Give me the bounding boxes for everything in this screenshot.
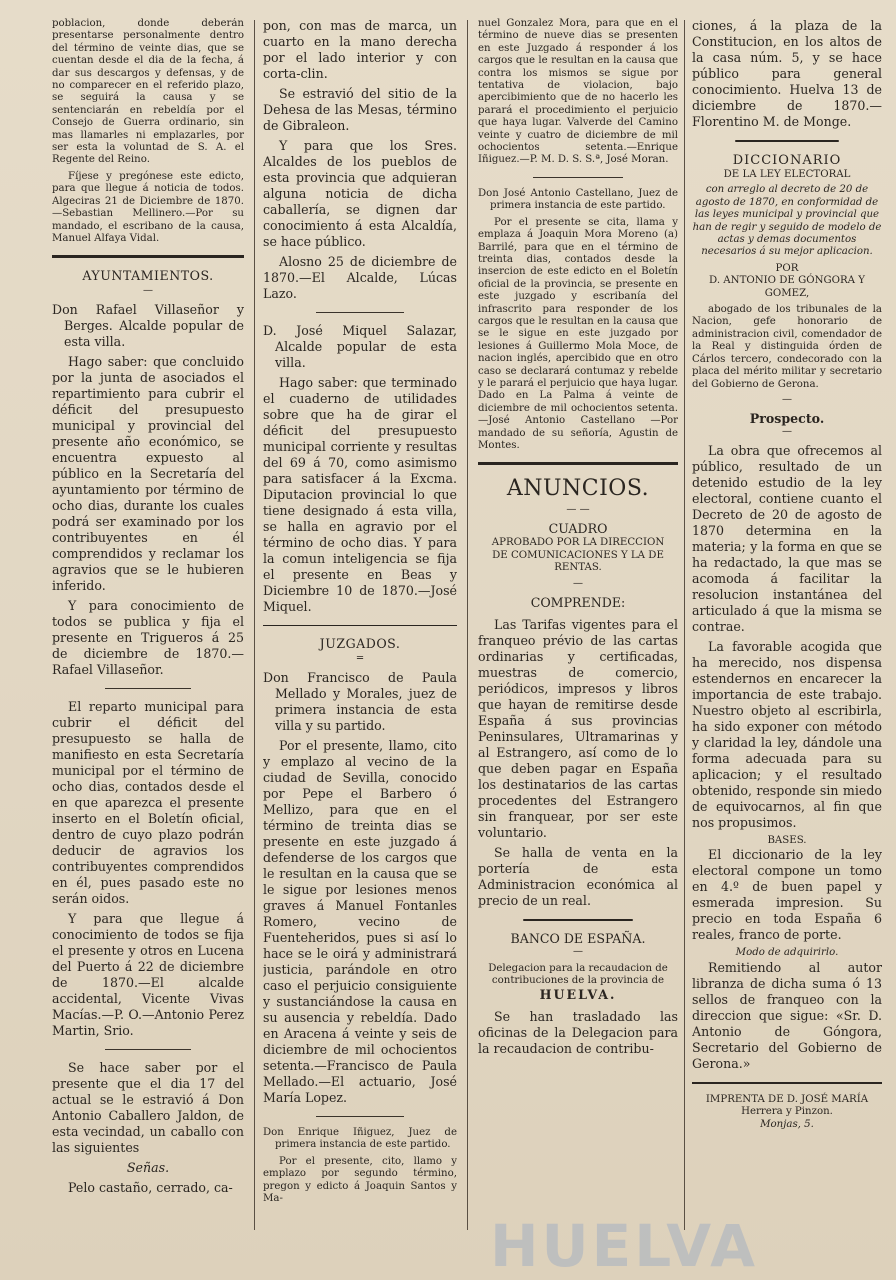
paragraph: Remitiendo al autor libranza de dicha suma ó 13 sellos de franqueo con la direccion que sigue: «Sr. D. Antonio de Góngora, Secretario del Gobierno de Gerona.» bbox=[692, 959, 882, 1071]
paragraph: Y para que llegue á conocimiento de todos se fija el presente y otros en Lucena del Puerto á 22 de diciembre de 1870.—El alcalde accidental, Vicente Vivas Macías.—P. O.—Antonio Perez Martin, Srio. bbox=[52, 911, 244, 1039]
column-4 bbox=[692, 18, 882, 1131]
notice-subheading: HUELVA. bbox=[539, 987, 617, 1003]
notice-subheading: DE COMUNICACIONES Y LA DE RENTAS. bbox=[492, 549, 664, 574]
divider-ornament: — — bbox=[566, 504, 590, 516]
paragraph: El diccionario de la ley electoral compone un tomo en 4.º de buen papel y esmerada impresion. Su precio en toda España 6 reales, franco de porte. bbox=[692, 847, 882, 943]
paragraph: Hago saber: que concluido por la junta de asociados el repartimiento para cubrir el déficit del presupuesto municipal y provincial del presente año económico, se encuentra expuesto al público en la Secretaría del ayuntamiento por término de ocho dias, durante los cuales podrá ser examinado por los contribuyentes en él comprendidos y reclamar los agravios que se le hubieren inferido. bbox=[52, 354, 244, 594]
paragraph: Las Tarifas vigentes para el franqueo prévio de las cartas ordinarias y certificadas, muestras de comercio, periódicos, impresos y libros que hayan de remitirse desde España á sus provincias Peninsulares, Ultramarinas y al Estrangero, así como de lo que deben pagar en España los destinatarios de las cartas procedentes del Estrangero sin franquear, por ser este voluntario. bbox=[478, 616, 678, 840]
notice-intro: Don Rafael Villaseñor y Berges. Alcalde popular de esta villa. bbox=[52, 302, 244, 350]
divider-ornament: — bbox=[573, 945, 583, 957]
paragraph: El reparto municipal para cubrir el déficit del presupuesto se halla de manifiesto en esta Secretaría municipal por el término de ocho dias, contados desde el en que aparezca el presente inserto en el Boletín oficial, dentro de cuyo plazo podrán deducir de agravios los contribuyentes comprendidos en él, pues pasado este no serán oidos. bbox=[52, 699, 244, 907]
paragraph: Se hace saber por el presente que el dia 17 del actual se le estravió á Don Antonio Caballero Jaldon, de esta vecindad, un caballo con las siguientes bbox=[52, 1060, 244, 1156]
section-heading: JUZGADOS. bbox=[319, 636, 401, 651]
paragraph: con arreglo al decreto de 20 de agosto de 1870, en conformidad de las leyes municipal y provincial que han de regir y seguido de modelo de actas y demas documentos necesarios á su mejor aplicacion. bbox=[692, 184, 882, 258]
paragraph: La favorable acogida que ha merecido, nos dispensa estendernos en encarecer la importancia de este trabajo. Nuestro objeto al escribirla, ha sido exponer con método y claridad la ley, dándole una forma adecuada para su aplicacion; y el resultado obtenido, responde sin miedo de equivocarnos, al fin que nos propusimos. bbox=[692, 638, 882, 830]
divider-ornament: ═ bbox=[356, 653, 364, 664]
watermark-text: HUELVA bbox=[490, 1212, 759, 1280]
divider bbox=[533, 177, 623, 178]
divider-ornament: — bbox=[782, 393, 792, 405]
paragraph: Fíjese y pregónese este edicto, para que llegue á noticia de todos. Algeciras 21 de Diciembre de 1870. —Sebastian Mellinero.—Por su mandado, el escribano de la causa, Manuel Alfaya Vidal. bbox=[52, 170, 244, 244]
paragraph: Se halla de venta en la portería de esta Administracion económica al precio de un real. bbox=[478, 844, 678, 908]
column-rule bbox=[684, 20, 685, 1230]
divider bbox=[105, 1049, 191, 1050]
notice-intro: Don José Antonio Castellano, Juez de primera instancia de este partido. bbox=[478, 187, 678, 212]
notice-subheading: DE LA LEY ELECTORAL bbox=[723, 169, 851, 180]
column-rule bbox=[254, 20, 255, 1230]
section-divider bbox=[692, 1082, 882, 1084]
paragraph: Alosno 25 de diciembre de 1870.—El Alcalde, Lúcas Lazo. bbox=[263, 254, 457, 301]
paragraph: Por el presente, llamo, cito y emplazo al vecino de la ciudad de Sevilla, conocido por Pepe el Barbero ó Mellizo, para que en el término de treinta dias se presente en este juzgado á defenderse de los cargos que le resultan en la causa que se le sigue por lesiones menos graves á Manuel Fontanles Romero, vecino de Fuenteheridos, pues si así lo hace se le oirá y administrará justicia, parándole en otro caso el perjuicio consiguiente y sustanciándose la causa en su ausencia y rebeldía. Dado en Aracena á veinte y seis de diciembre de mil ochocientos setenta.—Francisco de Paula Mellado.—El actuario, José María Lopez. bbox=[263, 738, 457, 1105]
paragraph: Por el presente se cita, llama y emplaza á Joaquin Mora Moreno (a) Barrilé, para que en el término de treinta dias, contados desde la insercion de este edicto en el Boletín oficial de la provincia, se presente en este juzgado y escribanía del infrascrito para responder de los cargos que le resultan en la causa que se le sigue en este juzgado por lesiones á Guillermo Mola Moce, de nacion inglés, apercibido que en otro caso se declarará contumaz y rebelde y le parará el perjuicio que haya lugar. Dado en La Palma á veinte de diciembre de mil ochocientos setenta.—José Antonio Castellano —Por mandado de su señoría, Agustin de Montes. bbox=[478, 216, 678, 451]
notice-heading: Prospecto. bbox=[749, 410, 825, 426]
column-3 bbox=[478, 18, 678, 1061]
column-1 bbox=[52, 18, 244, 1200]
label: POR bbox=[775, 262, 799, 274]
notice-subheading: Delegacion para la recaudacion de contribuciones de la provincia de bbox=[488, 962, 668, 987]
paragraph: Se estravió del sitio de la Dehesa de las Mesas, término de Gibraleon. bbox=[263, 86, 457, 133]
paragraph: Y para que los Sres. Alcaldes de los pueblos de esta provincia que adquieran alguna noticia de dicha caballería, se dignen dar conocimiento á esta Alcaldía, se hace público. bbox=[263, 138, 457, 249]
paragraph: poblacion, donde deberán presentarse personalmente dentro del término de veinte dias, que se cuentan desde el dia de la fecha, á dar sus descargos y defensas, y de no comparecer en el referido plazo, se seguirá la causa y se sentenciarán en rebeldía por el Consejo de Guerra ordinario, sin mas llamarles ni emplazarles, por ser esta la voluntad de S. A. el Regente del Reino. bbox=[52, 18, 244, 166]
column-2 bbox=[263, 18, 457, 1209]
paragraph: Pelo castaño, cerrado, ca- bbox=[68, 1180, 233, 1196]
paragraph: pon, con mas de marca, un cuarto en la mano derecha por el lado interior y con corta-clin. bbox=[263, 18, 457, 81]
notice-intro: Don Francisco de Paula Mellado y Morales, juez de primera instancia de esta villa y su partido. bbox=[263, 670, 457, 733]
divider bbox=[316, 312, 403, 313]
paragraph: Hago saber: que terminado el cuaderno de utilidades sobre que ha de girar el déficit del presupuesto municipal corriente y resultas del 69 á 70, como asimismo para satisfacer á la Excma. Diputacion provincial lo que tiene designado á esta villa, se halla en agravio por el término de ocho dias. Y para la comun inteligencia se fija el presente en Beas y Diciembre 10 de 1870.—José Miquel. bbox=[263, 375, 457, 614]
paragraph: Y para conocimiento de todos se publica y fija el presente en Trigueros á 25 de diciembre de 1870.—Rafael Villaseñor. bbox=[52, 598, 244, 678]
divider bbox=[523, 919, 633, 921]
section-divider bbox=[478, 462, 678, 465]
paragraph: Se han trasladado las oficinas de la Delegacion para la recaudacion de contribu- bbox=[478, 1009, 678, 1057]
anuncios-heading: ANUNCIOS. bbox=[506, 476, 650, 502]
subheading: Señas. bbox=[126, 1160, 170, 1176]
paragraph: abogado de los tribunales de la Nacion, gefe honorario de administracion civil, comendador de la Real y distinguida órden de Cárlos tercero, condecorado con la placa del mérito militar y secretario del Gobierno de Gerona. bbox=[692, 304, 882, 390]
paragraph: Por el presente, cito, llamo y emplazo por segundo término, pregon y edicto á Joaquin Santos y Ma- bbox=[263, 1155, 457, 1205]
divider-ornament: — bbox=[143, 285, 153, 297]
divider-ornament: — bbox=[573, 577, 583, 589]
column-rule bbox=[467, 20, 468, 1230]
notice-heading: CUADRO bbox=[548, 521, 608, 537]
section-divider bbox=[263, 625, 457, 626]
section-heading: AYUNTAMIENTOS. bbox=[82, 268, 214, 284]
paragraph: La obra que ofrecemos al público, resultado de un detenido estudio de la ley electoral, contiene cuanto el Decreto de 20 de agosto de 1870 determina en la materia; y la forma en que se ha redactado, la que mas se acomoda á facilitar la resolucion instantánea del articulado á que la misma se contrae. bbox=[692, 442, 882, 634]
notice-subheading: COMPRENDE: bbox=[530, 594, 626, 610]
divider bbox=[105, 688, 191, 689]
author-name: D. ANTONIO DE GÓNGORA Y GOMEZ, bbox=[709, 275, 865, 299]
subheading: BASES. bbox=[767, 834, 807, 846]
divider-ornament: — bbox=[782, 425, 792, 437]
printer-address: Monjas, 5. bbox=[760, 1118, 814, 1130]
paragraph: nuel Gonzalez Mora, para que en el término de nueve dias se presenten en este Juzgado á responder á los cargos que le resultan en la causa que contra los mismos se sigue por tentativa de violacion, bajo apercibimiento que de no hacerlo les parará el procedimiento el perjuicio que haya lugar. Valverde del Camino veinte y cuatro de diciembre de mil ochocientos setenta.—Enrique Iñiguez.—P. M. D. S. S.ª, José Moran. bbox=[478, 18, 678, 166]
section-divider bbox=[52, 255, 244, 258]
notice-heading: DICCIONARIO bbox=[732, 153, 842, 168]
notice-heading: BANCO DE ESPAÑA. bbox=[510, 930, 646, 946]
paragraph: ciones, á la plaza de la Constitucion, en los altos de la casa núm. 5, y se hace público para general conocimiento. Huelva 13 de diciembre de 1870.—Florentino M. de Monge. bbox=[692, 18, 882, 129]
subheading: Modo de adquirirlo. bbox=[735, 947, 839, 959]
divider bbox=[735, 140, 840, 142]
divider bbox=[316, 1116, 403, 1117]
notice-intro: Don Enrique Iñiguez, Juez de primera instancia de este partido. bbox=[263, 1127, 457, 1151]
notice-intro: D. José Miquel Salazar, Alcalde popular de esta villa. bbox=[263, 323, 457, 370]
notice-subheading: APROBADO POR LA DIRECCION bbox=[491, 537, 665, 549]
printer-imprint: IMPRENTA DE D. JOSÉ MARÍA Herrera y Pinzon. bbox=[705, 1093, 869, 1118]
